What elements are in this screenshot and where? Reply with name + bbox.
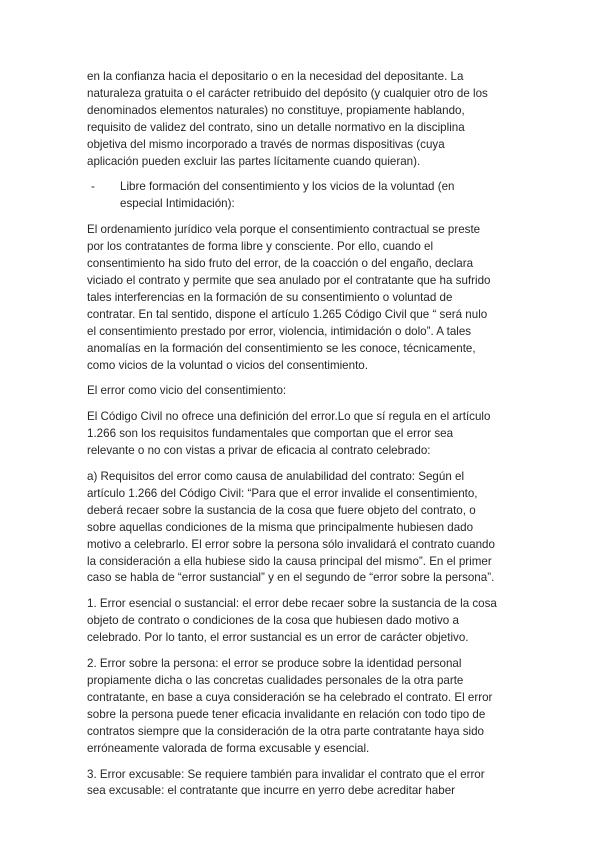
paragraph-deposit-nature	[87, 69, 520, 170]
text-line: erróneamente valorada de forma excusable y esencial.	[87, 741, 370, 755]
text-line: como vicios de la voluntad o vicios del consentimiento.	[87, 358, 368, 372]
text-line: 1. Error esencial o sustancial: el error debe recaer sobre la sustancia de la cosa	[87, 597, 497, 611]
text-line: denominados elementos naturales) no constituye, propiamente hablando,	[87, 103, 465, 117]
text-line: especial Intimidación):	[120, 197, 235, 211]
text-line: contratar. En tal sentido, dispone el artículo 1.265 Código Civil que “ será nulo	[87, 307, 488, 321]
section-heading-error	[87, 383, 520, 400]
paragraph-error-requirements	[87, 469, 520, 587]
text-line: deberá recaer sobre la sustancia de la cosa que fuere objeto del contrato, o	[87, 503, 476, 517]
paragraph-consent-vices	[87, 222, 520, 374]
text-line: artículo 1.266 del Código Civil: “Para que el error invalide el consentimiento,	[87, 486, 478, 500]
text-line: contratante, en base a cuya consideración se ha celebrado el contrato. El error	[87, 690, 493, 704]
text-line: el consentimiento prestado por error, violencia, intimidación o dolo”. A tales	[87, 324, 472, 338]
text-line: la consideración a ella hubiese sido la causa principal del mismo”. En el primer	[87, 554, 492, 568]
text-line: contratos siempre que la consideración de la otra parte contratante haya sido	[87, 724, 485, 738]
text-line: sobre aquellas condiciones de la misma que principalmente hubiesen dado	[87, 520, 474, 534]
text-line: sea excusable: el contratante que incurre en yerro debe acreditar haber	[87, 784, 456, 798]
text-line: en la confianza hacia el depositario o en la necesidad del depositante. La	[87, 70, 464, 83]
text-line: viciado el contrato y permite que sea anulado por el contratante que ha sufrido	[87, 273, 491, 287]
text-line: motivo a celebrarlo. El error sobre la persona sólo invalidará el contrato cuando	[87, 537, 495, 551]
text-line: naturaleza gratuita o el carácter retribuido del depósito (y cualquier otro de los	[87, 86, 488, 100]
text-line: anomalías en la formación del consentimiento se les conoce, técnicamente,	[87, 341, 476, 355]
text-line: El Código Civil no ofrece una definición del error.Lo que sí regula en el artículo	[87, 410, 491, 424]
text-line: objeto de contrato o condiciones de la cosa que hubiesen dado motivo a	[87, 614, 459, 628]
text-line: consentimiento ha sido fruto del error, de la coacción o del engaño, declara	[87, 257, 474, 271]
text-line: requisito de validez del contrato, sino un detalle normativo en la disciplina	[87, 120, 465, 134]
paragraph-excusable-error	[87, 767, 520, 801]
text-line: El ordenamiento jurídico vela porque el consentimiento contractual se preste	[87, 223, 481, 237]
paragraph-person-error	[87, 656, 520, 757]
text-line: 2. Error sobre la persona: el error se produce sobre la identidad personal	[87, 657, 462, 671]
text-line: sobre la persona puede tener eficacia invalidante en relación con todo tipo de	[87, 707, 486, 721]
text-line: aplicación pueden excluir las partes lícitamente cuando quieran).	[87, 154, 421, 168]
text-line: tales interferencias en la formación de su consentimiento o voluntad de	[87, 290, 453, 304]
text-line: relevante o no con vistas a privar de eficacia al contrato celebrado:	[87, 444, 431, 458]
text-line: Libre formación del consentimiento y los vicios de la voluntad (en	[120, 180, 455, 194]
text-line: 3. Error excusable: Se requiere también para invalidar el contrato que el error	[87, 767, 485, 781]
text-line: objetiva del mismo incorporado a través de normas dispositivas (cuya	[87, 137, 445, 151]
paragraph-error-definition	[87, 409, 520, 460]
text-line: a) Requisitos del error como causa de anulabilidad del contrato: Según el	[87, 470, 465, 484]
bullet-marker: -	[91, 180, 95, 194]
text-line: 1.266 son los requisitos fundamentales que comportan que el error sea	[87, 427, 454, 441]
paragraph-essential-error	[87, 596, 520, 647]
text-line: por los contratantes de forma libre y consciente. Por ello, cuando el	[87, 240, 434, 254]
document-body	[87, 69, 520, 809]
bullet-item-consent-formation	[87, 179, 520, 213]
text-line: propiamente dicha o las concretas cualidades personales de la otra parte	[87, 674, 464, 687]
text-line: El error como vicio del consentimiento:	[87, 384, 287, 398]
text-line: celebrado. Por lo tanto, el error sustancial es un error de carácter objetivo.	[87, 631, 469, 645]
text-line: caso se habla de “error sustancial” y en el segundo de “error sobre la persona”.	[87, 571, 495, 585]
